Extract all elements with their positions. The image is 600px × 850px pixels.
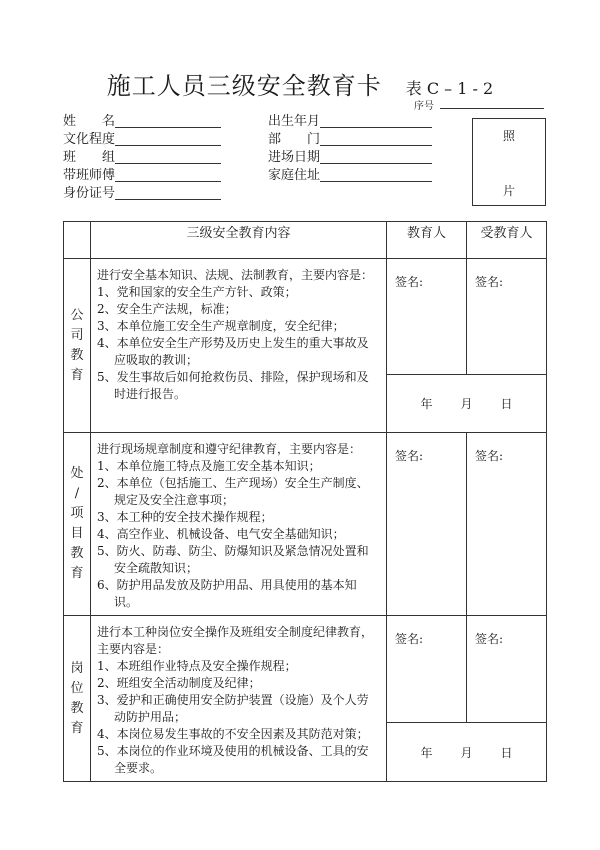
post-intro: 进行本工种岗位安全操作及班组安全制度纪律教育，主要内容是： (97, 625, 374, 656)
list-item: 2、本单位（包括施工、生产现场）安全生产制度、规定及安全注意事项； (97, 476, 369, 507)
list-item: 4、本单位安全生产形势及历史上发生的重大事故及应吸取的教训； (97, 336, 369, 367)
birth-field[interactable] (320, 113, 432, 128)
list-item: 1、本单位施工特点及施工安全基本知识； (97, 459, 321, 473)
title-text: 施工人员三级安全教育卡 (106, 72, 382, 100)
list-item: 5、防火、防毒、防尘、防爆知识及紧急情况处置和安全疏散知识； (97, 544, 369, 575)
table-header-row (64, 222, 547, 259)
post-section-content (91, 616, 387, 782)
post-section-row (64, 616, 547, 723)
name-row (63, 113, 221, 131)
mentor-row (63, 167, 221, 185)
company-section-content (91, 259, 387, 433)
page-title (0, 66, 600, 101)
header-content: 三级安全教育内容 (91, 222, 387, 259)
id-number-label: 身份证号 (63, 186, 116, 201)
list-item: 1、党和国家的安全生产方针、政策； (97, 285, 297, 299)
company-educator-sign[interactable]: 签名: (387, 259, 467, 375)
project-section-content (91, 433, 387, 616)
mentor-label: 带班师傅 (63, 168, 116, 183)
company-trainee-sign[interactable]: 签名: (467, 259, 547, 375)
education-field[interactable] (115, 131, 221, 146)
list-item: 4、本岗位易发生事故的不安全因素及其防范对策； (97, 727, 369, 741)
company-intro: 进行安全基本知识、法规、法制教育，主要内容是： (97, 268, 374, 282)
post-educator-sign[interactable]: 签名: (387, 616, 467, 723)
address-label: 家庭住址 (268, 168, 321, 183)
education-row (63, 131, 221, 149)
header-educator: 教育人 (387, 222, 467, 259)
entry-date-row (268, 149, 432, 167)
name-label: 姓名 (63, 114, 115, 129)
list-item: 1、本班组作业特点及安全操作规程； (97, 659, 297, 673)
form-code: 表 C – 1 - 2 (405, 79, 494, 98)
project-educator-sign[interactable]: 签名: (387, 433, 467, 616)
serial-label: 序号 (414, 101, 434, 112)
education-table (63, 221, 547, 782)
list-item: 4、高空作业、机械设备、电气安全基础知识； (97, 527, 345, 541)
list-item: 3、本单位施工安全生产规章制度，安全纪律； (97, 319, 345, 333)
list-item: 6、防护用品发放及防护用品、用具使用的基本知识。 (97, 578, 357, 609)
list-item: 3、本工种的安全技术操作规程； (97, 510, 273, 524)
photo-label-bottom: 片 (502, 184, 515, 198)
company-date[interactable]: 年 月 日 (387, 375, 547, 433)
header-trainee: 受教育人 (467, 222, 547, 259)
team-label: 班组 (63, 150, 115, 165)
entry-date-label: 进场日期 (268, 150, 321, 165)
list-item: 2、班组安全活动制度及纪律； (97, 676, 261, 690)
team-field[interactable] (115, 149, 221, 164)
list-item: 5、本岗位的作业环境及使用的机械设备、工具的安全要求。 (97, 744, 369, 775)
photo-box[interactable] (472, 118, 546, 206)
company-section-row (64, 259, 547, 375)
department-row (268, 131, 432, 149)
company-section-label: 公 司 教 育 (64, 259, 91, 433)
id-number-field[interactable] (115, 185, 221, 200)
name-field[interactable] (115, 113, 221, 128)
department-field[interactable] (320, 131, 432, 146)
list-item: 5、发生事故后如何抢救伤员、排险，保护现场和及时进行报告。 (97, 370, 369, 401)
project-section-label: 处 / 项 目 教 育 (64, 433, 91, 616)
list-item: 3、爱护和正确使用安全防护装置（设施）及个人劳动防护用品； (97, 693, 369, 724)
project-intro: 进行现场规章制度和遵守纪律教育，主要内容是： (97, 442, 362, 456)
birth-label: 出生年月 (268, 114, 321, 129)
department-label: 部门 (268, 132, 320, 147)
birth-row (268, 113, 432, 131)
project-section-row (64, 433, 547, 616)
entry-date-field[interactable] (320, 149, 432, 164)
serial-number-field[interactable] (440, 108, 544, 109)
header-blank (64, 222, 91, 259)
id-number-row (63, 185, 221, 203)
mentor-field[interactable] (115, 167, 221, 182)
list-item: 2、安全生产法规，标准； (97, 302, 237, 316)
address-field[interactable] (320, 167, 432, 182)
post-date[interactable]: 年 月 日 (387, 723, 547, 782)
photo-label-top: 照 (502, 129, 515, 143)
team-row (63, 149, 221, 167)
project-trainee-sign[interactable]: 签名: (467, 433, 547, 616)
education-label: 文化程度 (63, 132, 116, 147)
address-row (268, 167, 432, 185)
post-trainee-sign[interactable]: 签名: (467, 616, 547, 723)
post-section-label: 岗 位 教 育 (64, 616, 91, 782)
